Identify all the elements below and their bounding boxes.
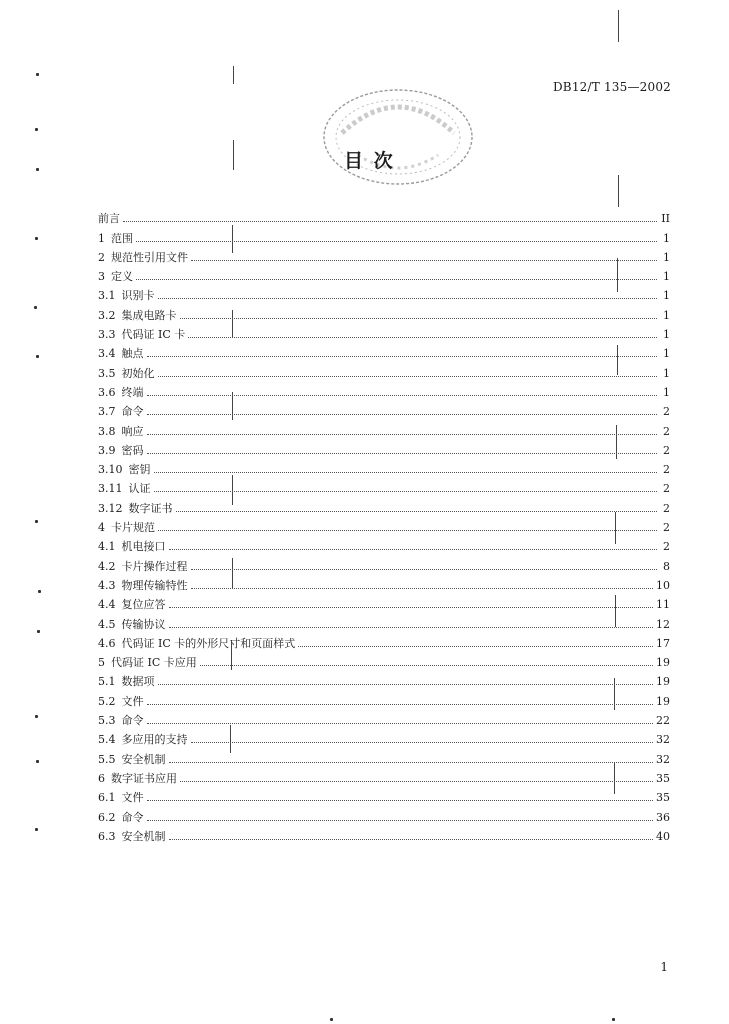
scan-speck (36, 73, 39, 76)
toc-entry-page: 1 (663, 289, 670, 303)
toc-leader-dots (147, 820, 654, 821)
toc-entry-number: 5.3 (98, 714, 116, 728)
scan-speck (35, 715, 38, 718)
toc-entry[interactable] (98, 380, 670, 399)
toc-leader-dots (188, 337, 657, 338)
toc-entry-page: 2 (663, 540, 670, 554)
toc-entry-title: 文件 (121, 791, 144, 805)
toc-entry[interactable] (98, 727, 670, 746)
toc-leader-dots (298, 646, 653, 647)
toc-entry-number: 3.8 (98, 424, 116, 438)
toc-entry-number: 4.5 (98, 617, 116, 631)
toc-entry-number: 4.3 (98, 578, 116, 592)
toc-entry[interactable] (98, 592, 670, 611)
toc-entry-page: 1 (663, 347, 670, 361)
toc-leader-dots (147, 704, 654, 705)
toc-leader-dots (158, 298, 658, 299)
toc-entry-title: 机电接口 (121, 540, 166, 554)
toc-entry-number: 3.10 (98, 463, 123, 477)
toc-entry-page: 1 (663, 385, 670, 399)
toc-leader-dots (180, 318, 658, 319)
toc-entry-number: 4.2 (98, 559, 116, 573)
toc-entry-page: 1 (663, 366, 670, 380)
scan-speck (35, 520, 38, 523)
toc-leader-dots (158, 684, 654, 685)
toc-entry-title: 传输协议 (121, 617, 166, 631)
toc-entry-title: 识别卡 (121, 289, 155, 303)
toc-leader-dots (154, 491, 658, 492)
toc-entry[interactable] (98, 495, 670, 514)
scan-line-artifact (233, 140, 234, 170)
toc-leader-dots (136, 279, 657, 280)
toc-entry[interactable] (98, 708, 670, 727)
toc-entry-number: 3.12 (98, 501, 123, 515)
toc-leader-dots (147, 453, 658, 454)
toc-entry[interactable] (98, 650, 670, 669)
toc-entry[interactable] (98, 785, 670, 804)
toc-entry[interactable] (98, 225, 670, 244)
toc-entry-page: 1 (663, 308, 670, 322)
toc-leader-dots (191, 588, 654, 589)
toc-entry-title: 命令 (121, 405, 144, 419)
toc-entry[interactable] (98, 553, 670, 572)
toc-entry-page: 19 (656, 694, 670, 708)
toc-entry-title: 密钥 (128, 463, 151, 477)
scan-line-artifact (233, 66, 234, 84)
scan-speck (37, 630, 40, 633)
toc-entry-page: 32 (656, 752, 670, 766)
toc-entry-number: 3.2 (98, 308, 116, 322)
toc-leader-dots (158, 376, 658, 377)
toc-entry-title: 终端 (121, 385, 144, 399)
table-of-contents (98, 206, 670, 843)
toc-entry[interactable] (98, 804, 670, 823)
toc-entry-page: 40 (656, 829, 670, 843)
toc-entry[interactable] (98, 824, 670, 843)
toc-entry-page: 2 (663, 463, 670, 477)
toc-entry[interactable] (98, 688, 670, 707)
toc-entry-page: 1 (663, 270, 670, 284)
toc-entry-number: 6.2 (98, 810, 116, 824)
library-stamp (318, 85, 478, 190)
toc-entry-page: 32 (656, 733, 670, 747)
toc-leader-dots (180, 781, 653, 782)
toc-leader-dots (123, 221, 657, 222)
toc-leader-dots (169, 839, 654, 840)
toc-entry-page: 11 (656, 598, 670, 612)
toc-entry-title: 安全机制 (121, 829, 166, 843)
toc-entry-page: 22 (656, 714, 670, 728)
toc-entry[interactable] (98, 746, 670, 765)
toc-leader-dots (147, 723, 654, 724)
toc-entry[interactable] (98, 457, 670, 476)
scan-speck (35, 128, 38, 131)
toc-entry-number: 6.3 (98, 829, 116, 843)
toc-entry-page: 2 (663, 482, 670, 496)
toc-entry[interactable] (98, 245, 670, 264)
toc-entry-title: 物理传输特性 (121, 578, 188, 592)
toc-entry-page: 2 (663, 521, 670, 535)
toc-entry-number: 4.1 (98, 540, 116, 554)
toc-entry-title: 认证 (128, 482, 151, 496)
toc-entry-title: 文件 (121, 694, 144, 708)
scan-speck (34, 306, 37, 309)
page-number: 1 (660, 960, 668, 974)
toc-entry-page: 17 (656, 636, 670, 650)
toc-entry-page: 35 (656, 791, 670, 805)
toc-entry-number: 5.5 (98, 752, 116, 766)
toc-entry-number: 4 (98, 521, 105, 535)
toc-entry-page: 1 (663, 250, 670, 264)
toc-entry-number: 4.6 (98, 636, 116, 650)
toc-entry-number: 3.9 (98, 443, 116, 457)
toc-entry-title: 密码 (121, 443, 144, 457)
toc-leader-dots (169, 549, 658, 550)
toc-entry-page: 35 (656, 771, 670, 785)
toc-entry-number: 3.5 (98, 366, 116, 380)
toc-entry[interactable] (98, 322, 670, 341)
toc-entry-page: 8 (663, 559, 670, 573)
toc-entry-number: 3.7 (98, 405, 116, 419)
toc-entry-title: 代码证 IC 卡的外形尺寸和页面样式 (121, 636, 296, 650)
toc-leader-dots (169, 607, 654, 608)
toc-entry-number: 3.1 (98, 289, 116, 303)
toc-entry-title: 复位应答 (121, 598, 166, 612)
toc-entry[interactable] (98, 766, 670, 785)
toc-entry[interactable] (98, 283, 670, 302)
toc-entry[interactable] (98, 573, 670, 592)
toc-entry-page: 19 (656, 656, 670, 670)
scan-speck (38, 590, 41, 593)
toc-leader-dots (147, 434, 658, 435)
toc-entry[interactable] (98, 302, 670, 321)
toc-entry-title: 安全机制 (121, 752, 166, 766)
toc-leader-dots (191, 260, 657, 261)
toc-leader-dots (136, 241, 657, 242)
toc-entry-page: 12 (656, 617, 670, 631)
toc-entry-page: 2 (663, 405, 670, 419)
toc-entry-number: 3.11 (98, 482, 123, 496)
scan-speck (330, 1018, 333, 1021)
toc-entry-number: 3.6 (98, 385, 116, 399)
toc-entry-number: 3.3 (98, 328, 116, 342)
toc-entry-title: 数字证书应用 (111, 771, 177, 785)
toc-entry-title: 范围 (111, 231, 133, 245)
toc-entry-title: 多应用的支持 (121, 733, 188, 747)
toc-entry-title: 数据项 (121, 675, 155, 689)
scan-speck (35, 828, 38, 831)
toc-entry[interactable] (98, 418, 670, 437)
toc-leader-dots (158, 530, 657, 531)
toc-entry-title: 代码证 IC 卡应用 (111, 656, 197, 670)
toc-entry-title: 命令 (121, 714, 144, 728)
toc-entry[interactable] (98, 669, 670, 688)
toc-entry[interactable] (98, 360, 670, 379)
document-code: DB12/T 135—2002 (552, 80, 671, 94)
toc-entry-number: 5.1 (98, 675, 116, 689)
toc-entry-title: 卡片操作过程 (121, 559, 188, 573)
toc-entry-page: 2 (663, 501, 670, 515)
toc-entry[interactable] (98, 399, 670, 418)
toc-entry-number: 2 (98, 250, 105, 264)
toc-entry-title: 集成电路卡 (121, 308, 177, 322)
toc-leader-dots (176, 511, 658, 512)
toc-entry[interactable] (98, 611, 670, 630)
toc-entry-title: 定义 (111, 270, 133, 284)
toc-entry[interactable] (98, 264, 670, 283)
toc-leader-dots (147, 395, 658, 396)
toc-entry-number: 5.4 (98, 733, 116, 747)
scan-speck (612, 1018, 615, 1021)
toc-entry[interactable] (98, 476, 670, 495)
toc-leader-dots (147, 800, 654, 801)
toc-entry-title: 前言 (98, 212, 120, 226)
toc-leader-dots (200, 665, 653, 666)
toc-leader-dots (147, 414, 658, 415)
toc-entry-page: 19 (656, 675, 670, 689)
toc-entry-number: 6 (98, 771, 105, 785)
toc-entry[interactable] (98, 438, 670, 457)
scan-line-artifact (618, 10, 619, 42)
toc-entry[interactable] (98, 631, 670, 650)
toc-leader-dots (154, 472, 658, 473)
toc-entry[interactable] (98, 515, 670, 534)
toc-entry-page: 2 (663, 424, 670, 438)
toc-leader-dots (191, 569, 658, 570)
toc-leader-dots (191, 742, 654, 743)
toc-entry-number: 4.4 (98, 598, 116, 612)
toc-entry-title: 数字证书 (128, 501, 173, 515)
toc-entry-title: 规范性引用文件 (111, 250, 188, 264)
toc-entry-number: 6.1 (98, 791, 116, 805)
toc-entry-title: 初始化 (121, 366, 155, 380)
scan-speck (36, 355, 39, 358)
toc-title: 目 次 (344, 150, 395, 172)
scan-speck (36, 168, 39, 171)
toc-entry-title: 响应 (121, 424, 144, 438)
toc-entry-title: 命令 (121, 810, 144, 824)
toc-leader-dots (147, 356, 658, 357)
toc-entry-page: 10 (656, 578, 670, 592)
toc-entry-number: 3 (98, 270, 105, 284)
toc-entry-number: 1 (98, 231, 105, 245)
toc-entry-number: 3.4 (98, 347, 116, 361)
toc-entry-number: 5 (98, 656, 105, 670)
toc-entry[interactable] (98, 206, 670, 225)
toc-leader-dots (169, 627, 654, 628)
toc-entry-page: 2 (663, 443, 670, 457)
scan-speck (36, 760, 39, 763)
toc-entry-title: 卡片规范 (111, 521, 155, 535)
toc-entry-number: 5.2 (98, 694, 116, 708)
toc-entry-title: 代码证 IC 卡 (121, 328, 186, 342)
scan-speck (35, 237, 38, 240)
toc-entry[interactable] (98, 534, 670, 553)
toc-entry[interactable] (98, 341, 670, 360)
toc-leader-dots (169, 762, 654, 763)
toc-entry-page: 1 (663, 328, 670, 342)
toc-entry-page: II (661, 212, 670, 226)
toc-entry-page: 36 (656, 810, 670, 824)
toc-entry-page: 1 (663, 231, 670, 245)
toc-entry-title: 触点 (121, 347, 144, 361)
scan-line-artifact (618, 175, 619, 207)
